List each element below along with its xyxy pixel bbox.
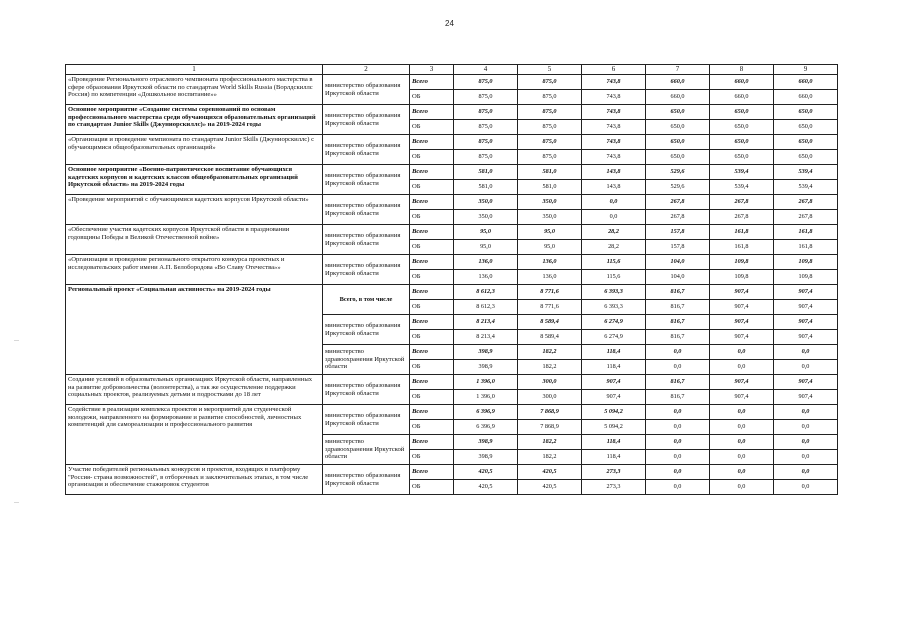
table-row: [66, 165, 838, 180]
amount-cell: 0,0: [646, 480, 710, 495]
fund-source: ОБ: [410, 480, 454, 495]
amount-cell: 6 393,3: [582, 300, 646, 315]
amount-cell: 350,0: [518, 210, 582, 225]
margin-mark: [14, 340, 19, 341]
amount-cell: 182,2: [518, 345, 582, 360]
activity-name: «Организация и проведение чемпионата по стандартам Junior Skills (Джуниорскиллс) с обучающимися общеобразовательных организаций»: [66, 135, 323, 165]
amount-cell: 157,8: [646, 240, 710, 255]
amount-cell: 650,0: [774, 150, 838, 165]
amount-cell: 0,0: [774, 420, 838, 435]
amount-cell: 161,8: [710, 240, 774, 255]
fund-source: ОБ: [410, 270, 454, 285]
table-row: [66, 135, 838, 150]
amount-cell: 104,0: [646, 270, 710, 285]
amount-cell: 7 868,9: [518, 420, 582, 435]
amount-cell: 650,0: [710, 135, 774, 150]
amount-cell: 650,0: [710, 105, 774, 120]
fund-source: ОБ: [410, 180, 454, 195]
amount-cell: 0,0: [774, 345, 838, 360]
amount-cell: 6 274,9: [582, 315, 646, 330]
amount-cell: 907,4: [710, 375, 774, 390]
amount-cell: 743,8: [582, 135, 646, 150]
amount-cell: 350,0: [518, 195, 582, 210]
amount-cell: 6 393,3: [582, 285, 646, 300]
amount-cell: 118,4: [582, 345, 646, 360]
amount-cell: 875,0: [518, 90, 582, 105]
amount-cell: 660,0: [774, 90, 838, 105]
amount-cell: 350,0: [454, 195, 518, 210]
amount-cell: 0,0: [710, 450, 774, 465]
amount-cell: 907,4: [710, 285, 774, 300]
amount-cell: 650,0: [710, 150, 774, 165]
amount-cell: 109,8: [710, 270, 774, 285]
amount-cell: 8 771,6: [518, 300, 582, 315]
amount-cell: 267,8: [710, 210, 774, 225]
table-row: [66, 195, 838, 210]
responsible-executor: министерство образования Иркутской области: [323, 165, 410, 195]
amount-cell: 0,0: [710, 420, 774, 435]
responsible-executor: министерство образования Иркутской области: [323, 135, 410, 165]
amount-cell: 0,0: [710, 480, 774, 495]
amount-cell: 660,0: [646, 75, 710, 90]
fund-source: ОБ: [410, 420, 454, 435]
fund-source: Всего: [410, 75, 454, 90]
amount-cell: 5 094,2: [582, 420, 646, 435]
table-row: [66, 465, 838, 480]
fund-source: Всего: [410, 375, 454, 390]
amount-cell: 6 274,9: [582, 330, 646, 345]
amount-cell: 267,8: [710, 195, 774, 210]
activity-name: Участие победителей региональных конкурсов и проектов, входящих в платформу "Россия- страна возможностей", в отборочных и заключительных этапах, в том числе организация и обеспечение стажировок студентов: [66, 465, 323, 495]
amount-cell: 743,8: [582, 120, 646, 135]
amount-cell: 650,0: [646, 150, 710, 165]
responsible-executor: министерство образования Иркутской области: [323, 375, 410, 405]
fund-source: Всего: [410, 165, 454, 180]
amount-cell: 0,0: [710, 435, 774, 450]
amount-cell: 0,0: [710, 360, 774, 375]
amount-cell: 875,0: [454, 120, 518, 135]
table-row: [66, 255, 838, 270]
amount-cell: 8 589,4: [518, 315, 582, 330]
amount-cell: 907,4: [774, 315, 838, 330]
amount-cell: 300,0: [518, 375, 582, 390]
header-cell: 8: [710, 65, 774, 75]
amount-cell: 581,0: [454, 165, 518, 180]
amount-cell: 907,4: [774, 285, 838, 300]
fund-source: Всего: [410, 435, 454, 450]
amount-cell: 539,4: [774, 165, 838, 180]
table-row: [66, 285, 838, 300]
amount-cell: 420,5: [454, 480, 518, 495]
amount-cell: 0,0: [710, 345, 774, 360]
amount-cell: 420,5: [518, 465, 582, 480]
budget-table: [65, 64, 838, 495]
amount-cell: 539,4: [710, 165, 774, 180]
amount-cell: 267,8: [774, 210, 838, 225]
fund-source: ОБ: [410, 330, 454, 345]
amount-cell: 0,0: [646, 405, 710, 420]
fund-source: Всего: [410, 225, 454, 240]
amount-cell: 8 213,4: [454, 330, 518, 345]
amount-cell: 28,2: [582, 225, 646, 240]
fund-source: ОБ: [410, 240, 454, 255]
header-cell: 1: [66, 65, 323, 75]
amount-cell: 161,8: [710, 225, 774, 240]
header-row: [66, 65, 838, 75]
amount-cell: 118,4: [582, 360, 646, 375]
amount-cell: 816,7: [646, 300, 710, 315]
header-cell: 6: [582, 65, 646, 75]
fund-source: Всего: [410, 345, 454, 360]
amount-cell: 136,0: [518, 255, 582, 270]
fund-source: ОБ: [410, 300, 454, 315]
project-name: Региональный проект «Социальная активность» на 2019-2024 годы: [66, 285, 323, 375]
amount-cell: 816,7: [646, 285, 710, 300]
amount-cell: 0,0: [646, 345, 710, 360]
amount-cell: 907,4: [774, 300, 838, 315]
amount-cell: 660,0: [710, 90, 774, 105]
activity-name: «Организация и проведение регионального открытого конкурса проектных и исследовательских работ имени А.П. Белобородова «Во Славу Отечества»»: [66, 255, 323, 285]
amount-cell: 0,0: [646, 450, 710, 465]
fund-source: ОБ: [410, 390, 454, 405]
amount-cell: 743,8: [582, 75, 646, 90]
table-row: [66, 225, 838, 240]
fund-source: ОБ: [410, 210, 454, 225]
responsible-executor: министерство образования Иркутской области: [323, 255, 410, 285]
amount-cell: 350,0: [454, 210, 518, 225]
amount-cell: 95,0: [454, 240, 518, 255]
amount-cell: 581,0: [454, 180, 518, 195]
amount-cell: 650,0: [774, 105, 838, 120]
amount-cell: 650,0: [774, 135, 838, 150]
responsible-executor: министерство образования Иркутской области: [323, 75, 410, 105]
amount-cell: 0,0: [774, 450, 838, 465]
amount-cell: 398,9: [454, 450, 518, 465]
fund-source: ОБ: [410, 150, 454, 165]
amount-cell: 816,7: [646, 330, 710, 345]
amount-cell: 875,0: [518, 105, 582, 120]
amount-cell: 95,0: [454, 225, 518, 240]
total-label: Всего, в том числе: [323, 285, 410, 315]
responsible-executor: министерство образования Иркутской области: [323, 405, 410, 435]
amount-cell: 0,0: [774, 405, 838, 420]
amount-cell: 907,4: [582, 375, 646, 390]
fund-source: ОБ: [410, 90, 454, 105]
header-cell: 2: [323, 65, 410, 75]
amount-cell: 109,8: [774, 255, 838, 270]
amount-cell: 907,4: [710, 315, 774, 330]
table-row: [66, 375, 838, 390]
table-row: [66, 105, 838, 120]
amount-cell: 743,8: [582, 105, 646, 120]
amount-cell: 95,0: [518, 225, 582, 240]
amount-cell: 816,7: [646, 390, 710, 405]
activity-name: Основное мероприятие «Создание системы соревнований по основам профессионального мастерства среди обучающихся образовательных организаций по стандартам Junior Skills (Джуниорскиллс)» на 2019-2024 годы: [66, 105, 323, 135]
amount-cell: 267,8: [646, 195, 710, 210]
amount-cell: 581,0: [518, 165, 582, 180]
amount-cell: 8 612,3: [454, 285, 518, 300]
responsible-executor: министерство образования Иркутской области: [323, 195, 410, 225]
margin-mark: [14, 502, 19, 503]
amount-cell: 398,9: [454, 360, 518, 375]
amount-cell: 109,8: [710, 255, 774, 270]
amount-cell: 7 868,9: [518, 405, 582, 420]
amount-cell: 875,0: [454, 75, 518, 90]
amount-cell: 0,0: [774, 465, 838, 480]
amount-cell: 529,6: [646, 165, 710, 180]
amount-cell: 8 589,4: [518, 330, 582, 345]
fund-source: Всего: [410, 285, 454, 300]
amount-cell: 8 612,3: [454, 300, 518, 315]
amount-cell: 907,4: [774, 375, 838, 390]
amount-cell: 816,7: [646, 375, 710, 390]
amount-cell: 743,8: [582, 90, 646, 105]
amount-cell: 8 771,6: [518, 285, 582, 300]
amount-cell: 5 094,2: [582, 405, 646, 420]
amount-cell: 650,0: [646, 135, 710, 150]
amount-cell: 109,8: [774, 270, 838, 285]
amount-cell: 660,0: [710, 75, 774, 90]
amount-cell: 650,0: [646, 120, 710, 135]
fund-source: Всего: [410, 465, 454, 480]
responsible-executor: министерство образования Иркутской области: [323, 465, 410, 495]
fund-source: Всего: [410, 105, 454, 120]
activity-name: «Проведение Регионального отраслевого чемпионата профессионального мастерства в сфере образования Иркутской области по стандартам World Skills Russia (Ворлдскиллс Россия) по компетенции «Дошкольное воспитание»»: [66, 75, 323, 105]
header-cell: 5: [518, 65, 582, 75]
amount-cell: 539,4: [774, 180, 838, 195]
amount-cell: 529,6: [646, 180, 710, 195]
amount-cell: 875,0: [454, 105, 518, 120]
fund-source: Всего: [410, 195, 454, 210]
responsible-executor: министерство образования Иркутской области: [323, 105, 410, 135]
amount-cell: 875,0: [454, 135, 518, 150]
responsible-executor: министерство здравоохранения Иркутской области: [323, 435, 410, 465]
activity-name: «Обеспечение участия кадетских корпусов Иркутской области в праздновании годовщины Победы в Великой Отечественной войне»: [66, 225, 323, 255]
amount-cell: 136,0: [454, 255, 518, 270]
amount-cell: 0,0: [646, 420, 710, 435]
amount-cell: 907,4: [582, 390, 646, 405]
activity-name: Основное мероприятие «Военно-патриотическое воспитание обучающихся кадетских корпусов и кадетских классов общеобразовательных организаций Иркутской области» на 2019-2024 годы: [66, 165, 323, 195]
amount-cell: 581,0: [518, 180, 582, 195]
fund-source: Всего: [410, 135, 454, 150]
amount-cell: 273,3: [582, 465, 646, 480]
header-cell: 4: [454, 65, 518, 75]
amount-cell: 907,4: [774, 390, 838, 405]
amount-cell: 420,5: [518, 480, 582, 495]
amount-cell: 115,6: [582, 270, 646, 285]
responsible-executor: министерство образования Иркутской области: [323, 225, 410, 255]
amount-cell: 875,0: [518, 120, 582, 135]
amount-cell: 0,0: [646, 360, 710, 375]
amount-cell: 143,8: [582, 165, 646, 180]
amount-cell: 118,4: [582, 450, 646, 465]
amount-cell: 0,0: [646, 435, 710, 450]
amount-cell: 907,4: [710, 300, 774, 315]
header-cell: 3: [410, 65, 454, 75]
activity-name: «Проведение мероприятий с обучающимися кадетских корпусов Иркутской области»: [66, 195, 323, 225]
amount-cell: 136,0: [454, 270, 518, 285]
amount-cell: 157,8: [646, 225, 710, 240]
fund-source: ОБ: [410, 450, 454, 465]
amount-cell: 267,8: [646, 210, 710, 225]
header-cell: 7: [646, 65, 710, 75]
amount-cell: 875,0: [518, 75, 582, 90]
activity-name: Содействие в реализации комплекса проектов и мероприятий для студенческой молодежи, направленного на формирование и развитие способностей, личностных компетенций для самореализации и профессионального развития: [66, 405, 323, 465]
amount-cell: 0,0: [710, 405, 774, 420]
amount-cell: 1 396,0: [454, 375, 518, 390]
amount-cell: 650,0: [710, 120, 774, 135]
amount-cell: 650,0: [646, 105, 710, 120]
amount-cell: 0,0: [710, 465, 774, 480]
table-row: [66, 405, 838, 420]
amount-cell: 0,0: [646, 465, 710, 480]
amount-cell: 1 396,0: [454, 390, 518, 405]
amount-cell: 398,9: [454, 435, 518, 450]
amount-cell: 267,8: [774, 195, 838, 210]
amount-cell: 273,3: [582, 480, 646, 495]
amount-cell: 143,8: [582, 180, 646, 195]
responsible-executor: министерство образования Иркутской области: [323, 315, 410, 345]
amount-cell: 0,0: [774, 360, 838, 375]
amount-cell: 539,4: [710, 180, 774, 195]
amount-cell: 161,8: [774, 240, 838, 255]
amount-cell: 420,5: [454, 465, 518, 480]
amount-cell: 907,4: [774, 330, 838, 345]
amount-cell: 816,7: [646, 315, 710, 330]
fund-source: Всего: [410, 405, 454, 420]
amount-cell: 136,0: [518, 270, 582, 285]
amount-cell: 182,2: [518, 435, 582, 450]
amount-cell: 0,0: [582, 210, 646, 225]
responsible-executor: министерство здравоохранения Иркутской области: [323, 345, 410, 375]
amount-cell: 300,0: [518, 390, 582, 405]
amount-cell: 104,0: [646, 255, 710, 270]
amount-cell: 875,0: [518, 150, 582, 165]
amount-cell: 660,0: [774, 75, 838, 90]
fund-source: ОБ: [410, 120, 454, 135]
amount-cell: 650,0: [774, 120, 838, 135]
table-row: [66, 75, 838, 90]
amount-cell: 0,0: [582, 195, 646, 210]
activity-name: Создание условий в образовательных организациях Иркутской области, направленных на развитие добровольчества (волонтерства), а так же осуществление поддержки социальных проектов, реализуемых детьми и подростками до 18 лет: [66, 375, 323, 405]
amount-cell: 907,4: [710, 390, 774, 405]
amount-cell: 875,0: [454, 150, 518, 165]
amount-cell: 118,4: [582, 435, 646, 450]
page-number: 24: [445, 19, 454, 28]
amount-cell: 0,0: [774, 435, 838, 450]
fund-source: Всего: [410, 255, 454, 270]
amount-cell: 8 213,4: [454, 315, 518, 330]
amount-cell: 161,8: [774, 225, 838, 240]
amount-cell: 6 396,9: [454, 420, 518, 435]
amount-cell: 6 396,9: [454, 405, 518, 420]
amount-cell: 743,8: [582, 150, 646, 165]
amount-cell: 0,0: [774, 480, 838, 495]
amount-cell: 182,2: [518, 360, 582, 375]
amount-cell: 115,6: [582, 255, 646, 270]
amount-cell: 182,2: [518, 450, 582, 465]
header-cell: 9: [774, 65, 838, 75]
amount-cell: 660,0: [646, 90, 710, 105]
amount-cell: 28,2: [582, 240, 646, 255]
amount-cell: 875,0: [454, 90, 518, 105]
amount-cell: 398,9: [454, 345, 518, 360]
amount-cell: 907,4: [710, 330, 774, 345]
amount-cell: 875,0: [518, 135, 582, 150]
fund-source: Всего: [410, 315, 454, 330]
fund-source: ОБ: [410, 360, 454, 375]
amount-cell: 95,0: [518, 240, 582, 255]
